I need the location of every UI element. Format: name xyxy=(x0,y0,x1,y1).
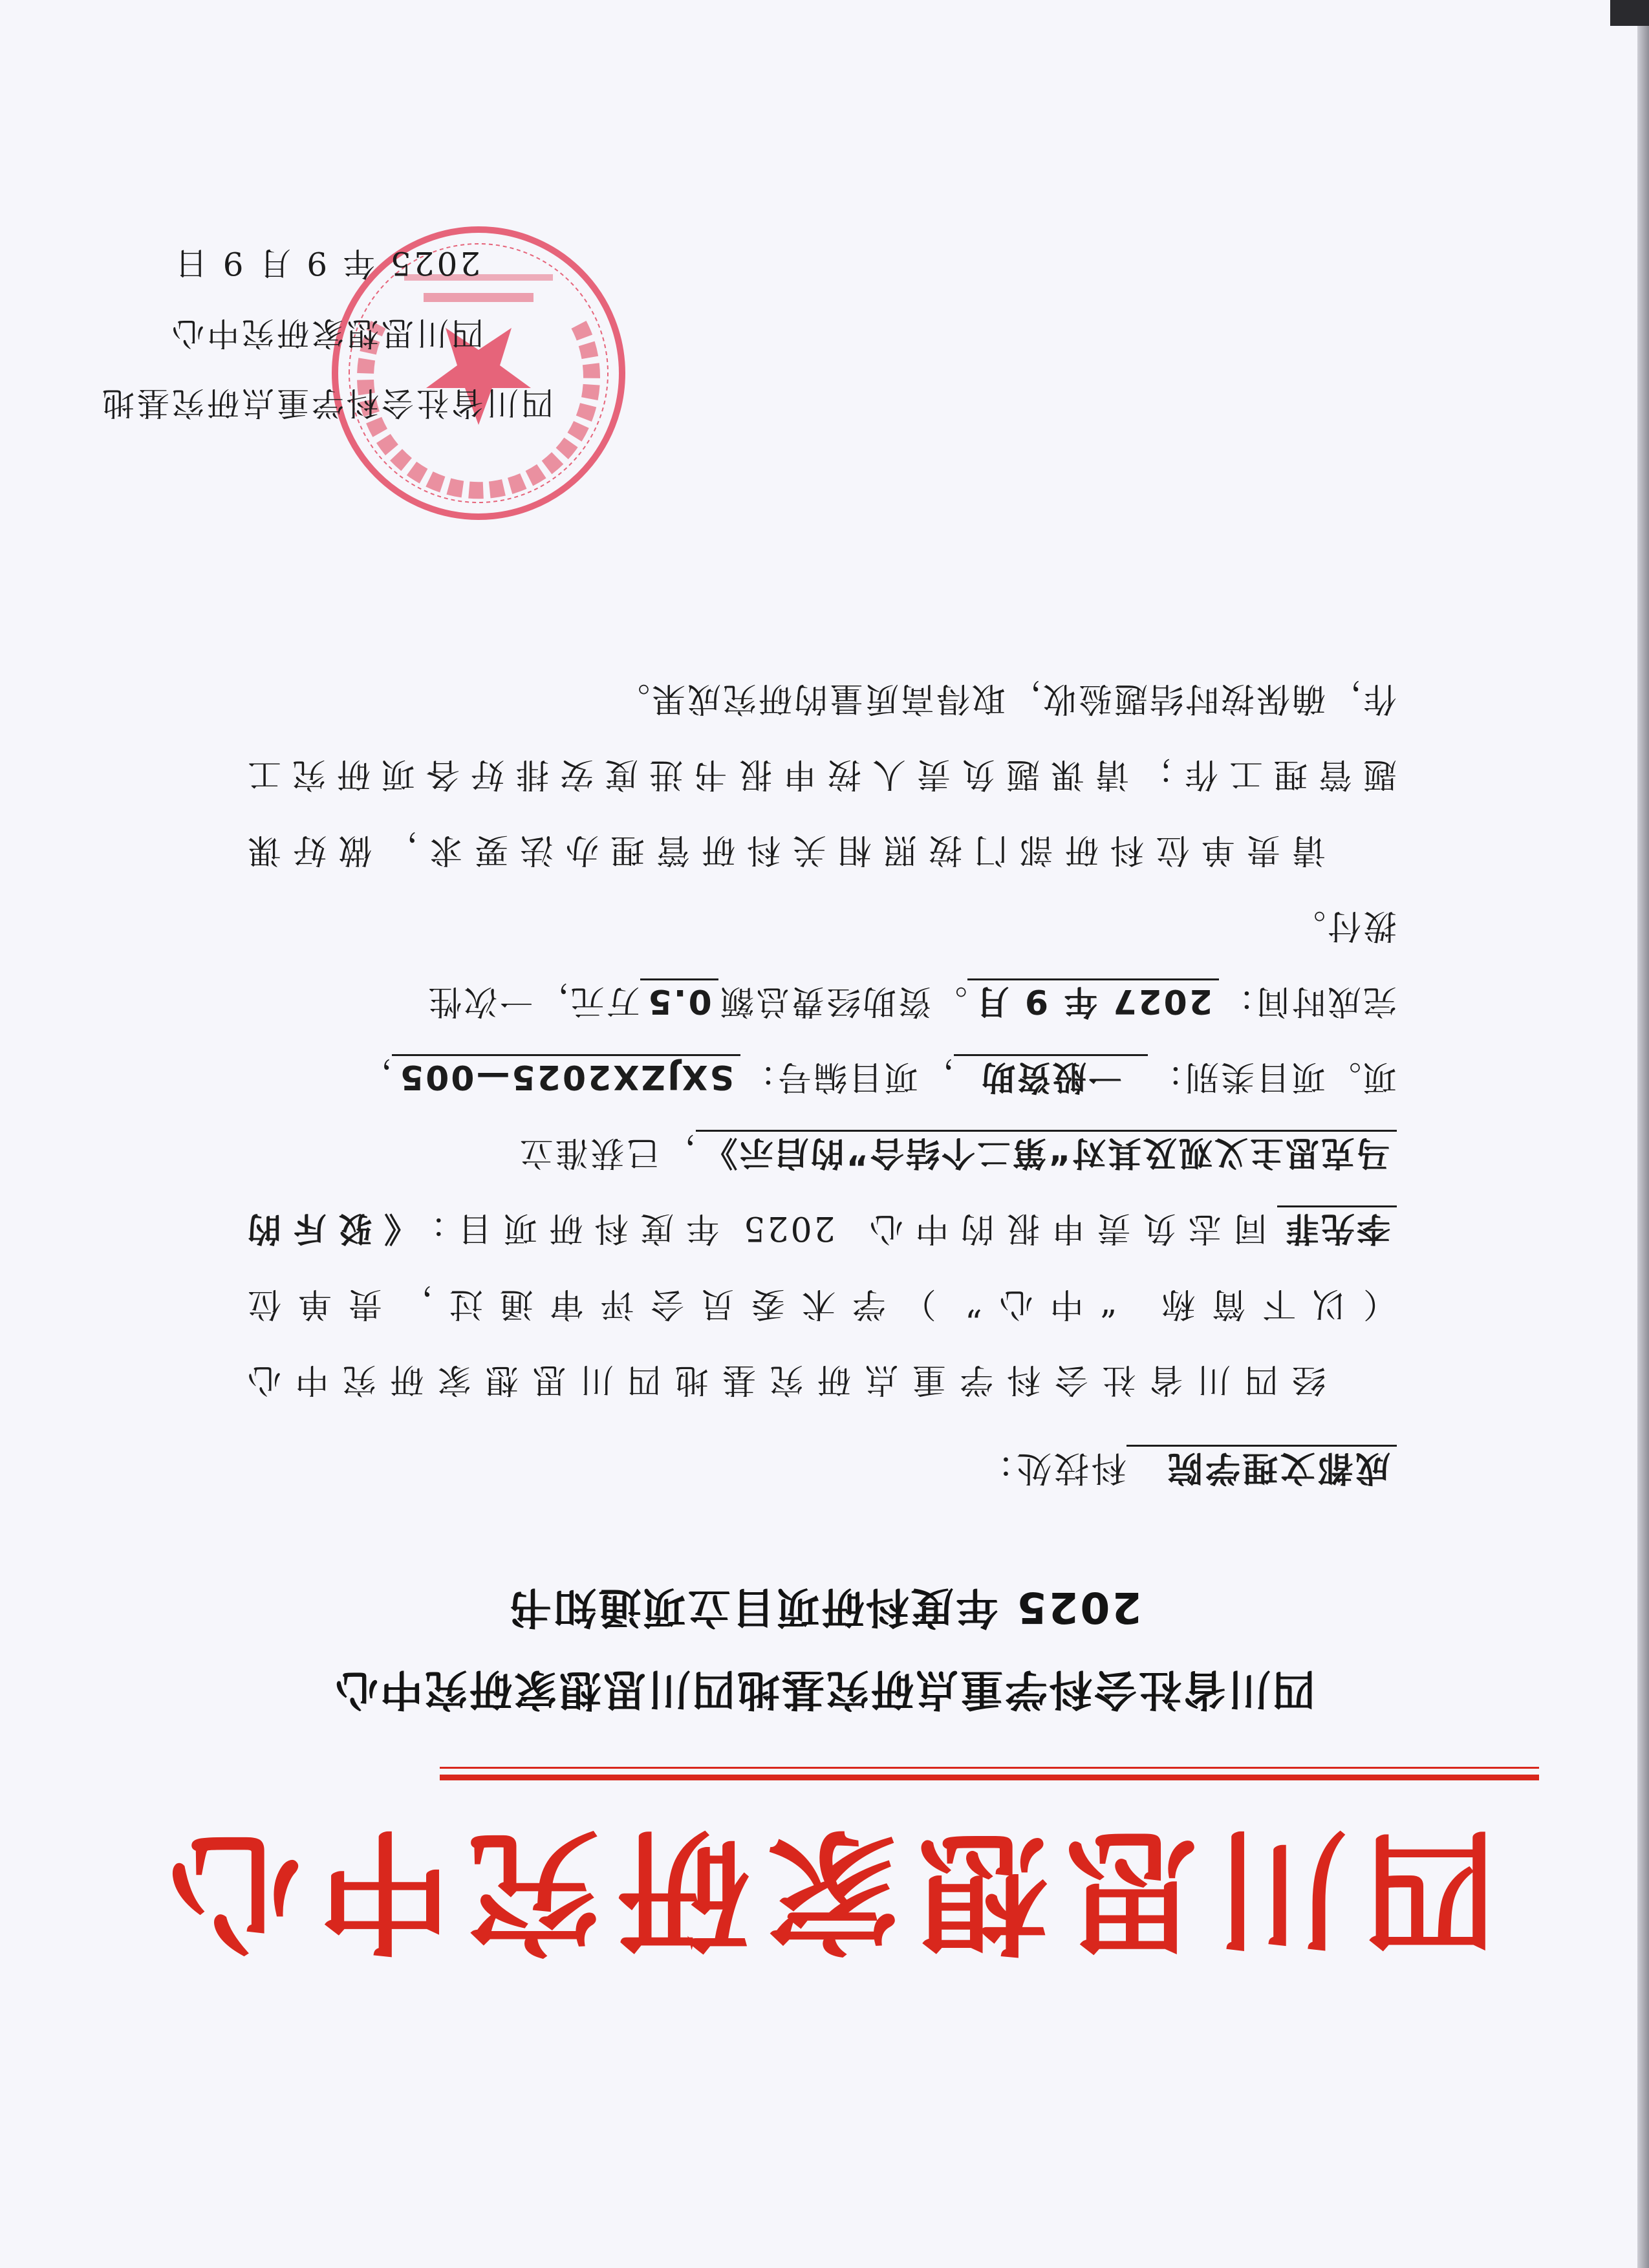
body-p1-line-4 xyxy=(246,1130,1397,1172)
scan-edge-shadow xyxy=(1637,0,1649,2268)
project-title-end: 马克思主义观及其对“第二个结合”的启示》 xyxy=(696,1130,1397,1169)
signature-date: 2025 年 9 月 9 日 xyxy=(172,244,481,282)
addressee-suffix: 科技处： xyxy=(976,1448,1126,1489)
body-p1-line-6-a: 完成时间： xyxy=(1218,982,1397,1021)
body-p1-line-1: 经四川省社会科学重点研究基地四川思想家研究中心 xyxy=(246,1360,1326,1399)
body-p1-line-6-b: 。资助经费总额 xyxy=(718,982,967,1021)
body-p2-line-3: 作，确保按时结题验收，取得高质量的研究成果。 xyxy=(614,679,1397,718)
title-line-2: 2025 年度科研项目立项通知书 xyxy=(507,1582,1142,1632)
addressee-unit: 成都文理学院 xyxy=(1126,1445,1397,1485)
project-code: SXJZX2025—005 xyxy=(392,1054,740,1094)
red-rule-thick xyxy=(440,1775,1539,1780)
funding-amount: 0.5 xyxy=(640,978,718,1018)
scan-corner-shadow xyxy=(1610,0,1649,26)
body-p1-line-5-a: 项。项目类别： xyxy=(1147,1057,1397,1096)
title-line-1: 四川省社会科学重点研究基地四川思想家研究中心 xyxy=(334,1665,1315,1714)
body-p1-line-6 xyxy=(246,978,1397,1021)
project-title-start: 《驳斥的 xyxy=(246,1209,402,1247)
project-category: 一般资助 xyxy=(954,1054,1148,1094)
body-p1-line-2: （以下简称 “中心” ）学术委员会评审通过，贵单位 xyxy=(246,1284,1397,1323)
completion-date: 2027 年 9 月 xyxy=(967,978,1219,1018)
masthead: 四川思想家研究中心 xyxy=(152,1812,1497,1966)
body-p1-line-3-mid: 同志负责申报的中心 2025 年度科研项目： xyxy=(401,1209,1277,1247)
body-p2-line-2: 题管理工作；请课题负责人按申报书进度安排好各项研究工 xyxy=(246,755,1397,794)
signature-org-line-1: 四川省社会科学重点研究基地 xyxy=(100,384,554,422)
applicant-name: 李先菲 xyxy=(1277,1205,1397,1245)
body-p1-line-5 xyxy=(246,1054,1397,1094)
addressee xyxy=(976,1445,1397,1489)
body-p1-line-5-b: ，项目编号： xyxy=(740,1057,954,1096)
body-p1-line-5-c: ， xyxy=(356,1057,392,1096)
body-p2-line-1: 请贵单位科研部门按照相关科研管理办法要求，做好课 xyxy=(246,830,1326,869)
body-p1-line-6-c: 万元，一次性 xyxy=(426,982,640,1021)
signature-org-line-2: 四川思想家研究中心 xyxy=(169,314,484,352)
body-p1-line-7: 拨付。 xyxy=(1289,906,1397,945)
body-p1-line-3 xyxy=(246,1205,1397,1245)
red-rule-thin xyxy=(440,1767,1539,1769)
body-p1-line-4-tail: ，已获准立 xyxy=(517,1133,696,1172)
